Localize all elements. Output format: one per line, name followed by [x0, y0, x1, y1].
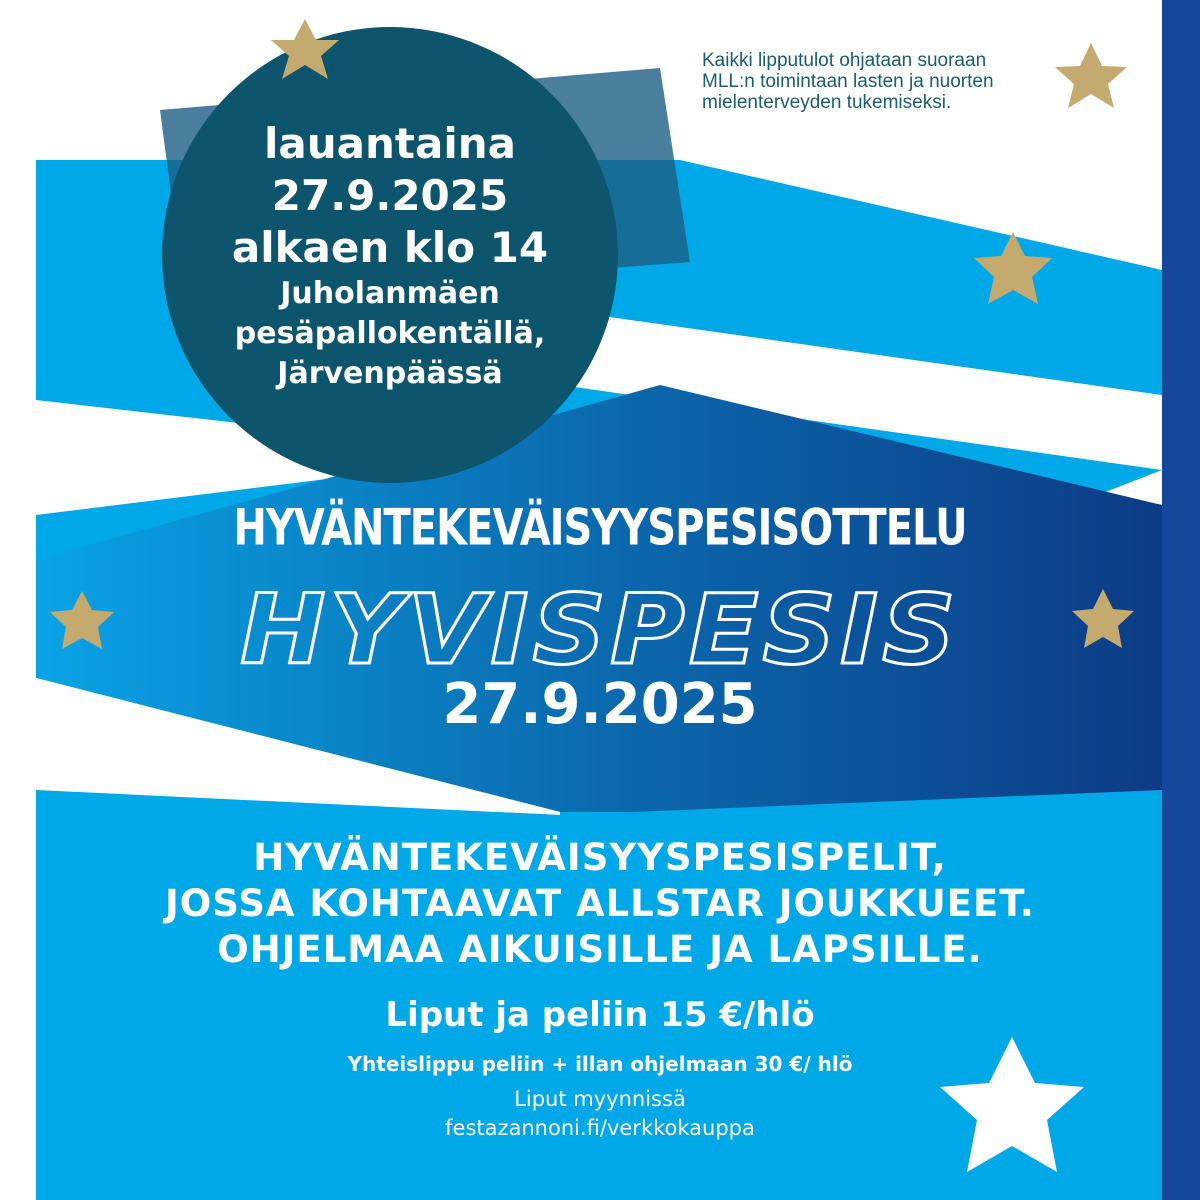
event-details: [180, 118, 600, 394]
event-description: [0, 835, 1200, 973]
ticket-sale-info: [0, 1085, 1200, 1143]
event-venue: Juholanmäen: [280, 276, 500, 311]
combo-ticket: Yhteislippu peliin + illan ohjelmaan 30 €/ hlö: [347, 1052, 853, 1076]
event-time: alkaen klo 14: [231, 223, 549, 272]
charity-note: [702, 50, 1082, 113]
title-date: 27.9.2025: [442, 672, 758, 737]
event-venue: Järvenpäässä: [277, 356, 503, 391]
charity-note-line: Kaikki lipputulot ohjataan suoraan: [702, 50, 987, 71]
event-weekday: lauantaina: [264, 119, 516, 168]
ticket-price: Liput ja peliin 15 €/hlö: [385, 995, 815, 1035]
event-venue: pesäpallokentällä,: [234, 316, 546, 351]
shop-url[interactable]: festazannoni.fi/verkkokauppa: [445, 1116, 755, 1140]
event-date: 27.9.2025: [271, 171, 509, 220]
description-line: OHJELMAA AIKUISILLE JA LAPSILLE.: [217, 928, 983, 971]
charity-note-line: mielenterveyden tukemiseksi.: [702, 92, 952, 113]
description-line: HYVÄNTEKEVÄISYYSPESISPELIT,: [253, 836, 947, 879]
description-line: JOSSA KOHTAAVAT ALLSTAR JOUKKUEET.: [165, 882, 1035, 925]
sale-label: Liput myynnissä: [514, 1087, 686, 1111]
event-heading: HYVÄNTEKEVÄISYYSPESISOTTELU: [233, 499, 967, 557]
charity-note-line: MLL:n toimintaan lasten ja nuorten: [702, 71, 994, 92]
hyvispesis-logo: HYVISPESIS: [240, 574, 960, 687]
